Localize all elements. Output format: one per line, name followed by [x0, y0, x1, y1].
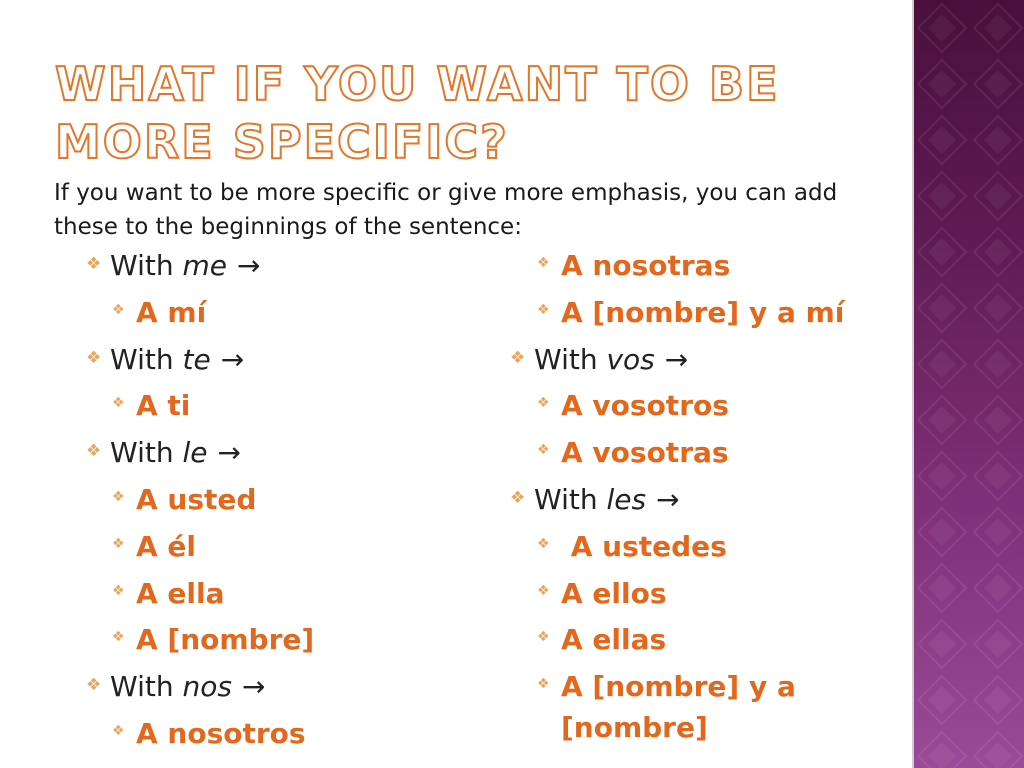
diamond-bullet-icon: ❖: [86, 441, 102, 462]
list-item: [537, 622, 666, 659]
right-arrow-icon: →: [220, 342, 245, 376]
list-item-heading: [86, 342, 244, 379]
list-item: [112, 388, 190, 425]
page-title: WHAT IF YOU WANT TO BE MORE SPECIFIC?: [55, 57, 780, 169]
item-pronoun: le: [182, 436, 208, 470]
decorative-side-band: [912, 0, 1024, 768]
item-text: A usted: [136, 483, 257, 516]
item-pronoun: vos: [606, 342, 655, 376]
item-text: A [nombre] y a: [561, 670, 796, 704]
list-item: [537, 248, 730, 285]
right-arrow-icon: →: [241, 670, 266, 704]
item-pronoun: me: [182, 249, 227, 282]
item-text: A ella: [136, 576, 225, 610]
diamond-bullet-icon: ❖: [112, 395, 125, 412]
diamond-bullet-icon: ❖: [537, 442, 550, 459]
item-text: A ustedes: [561, 529, 727, 563]
diamond-bullet-icon: ❖: [537, 629, 550, 646]
item-prefix: With: [110, 436, 183, 470]
list-item: [112, 529, 196, 566]
item-text: A nosotras: [561, 249, 731, 282]
diamond-pattern: [914, 0, 1024, 768]
diamond-bullet-icon: ❖: [537, 301, 550, 318]
list-item: [537, 388, 729, 425]
diamond-bullet-icon: ❖: [112, 535, 125, 552]
item-prefix: With: [110, 670, 183, 704]
list-item-heading: [86, 435, 241, 472]
item-pronoun: les: [606, 483, 647, 516]
diamond-bullet-icon: ❖: [537, 535, 550, 552]
list-item-heading: [86, 669, 265, 706]
list-item: [112, 622, 314, 659]
item-text: A él: [136, 529, 197, 563]
list-item: [537, 435, 729, 472]
list-item-heading: [510, 342, 688, 379]
intro-text: If you want to be more specific or give more emphasis, you can add these to the beginnings of the sentence:: [54, 180, 838, 240]
list-item-heading: [510, 482, 680, 519]
right-arrow-icon: →: [217, 436, 241, 470]
diamond-bullet-icon: ❖: [112, 582, 125, 599]
diamond-bullet-icon: ❖: [537, 582, 550, 599]
item-text: A ellas: [561, 623, 667, 657]
item-prefix: With: [534, 483, 607, 516]
item-text: A vosotros: [561, 389, 729, 423]
list-item: [112, 576, 225, 613]
diamond-bullet-icon: ❖: [510, 488, 526, 508]
item-text: A vosotras: [561, 436, 729, 470]
diamond-bullet-icon: ❖: [86, 347, 102, 368]
diamond-bullet-icon: ❖: [537, 395, 550, 412]
item-text-continuation: [nombre]: [561, 711, 708, 745]
item-text: A nosotros: [136, 717, 306, 750]
right-arrow-icon: →: [237, 249, 261, 282]
item-text: A ellos: [561, 576, 667, 610]
list-item: [537, 295, 844, 332]
list-item: [112, 716, 306, 753]
diamond-bullet-icon: ❖: [510, 347, 526, 368]
right-arrow-icon: →: [664, 342, 689, 376]
item-prefix: With: [110, 249, 183, 282]
item-pronoun: nos: [182, 670, 232, 704]
list-item: [537, 576, 667, 613]
item-pronoun: te: [182, 342, 211, 376]
item-text: A mí: [136, 295, 207, 329]
list-item: [112, 295, 206, 332]
diamond-bullet-icon: ❖: [112, 629, 125, 646]
item-text: A [nombre]: [136, 623, 315, 657]
item-text: A ti: [136, 389, 191, 423]
diamond-bullet-icon: ❖: [537, 255, 550, 271]
item-text: A [nombre] y a mí: [561, 295, 845, 329]
list-item: [537, 529, 727, 566]
diamond-bullet-icon: ❖: [86, 675, 102, 696]
list-item-heading: [86, 248, 260, 285]
diamond-bullet-icon: ❖: [537, 676, 550, 693]
list-item: [537, 669, 796, 746]
diamond-bullet-icon: ❖: [112, 489, 125, 505]
right-arrow-icon: →: [656, 483, 680, 516]
diamond-bullet-icon: ❖: [86, 254, 102, 274]
item-prefix: With: [110, 342, 183, 376]
item-prefix: With: [534, 342, 607, 376]
list-item: [112, 482, 256, 519]
diamond-bullet-icon: ❖: [112, 723, 125, 739]
diamond-bullet-icon: ❖: [112, 301, 125, 318]
